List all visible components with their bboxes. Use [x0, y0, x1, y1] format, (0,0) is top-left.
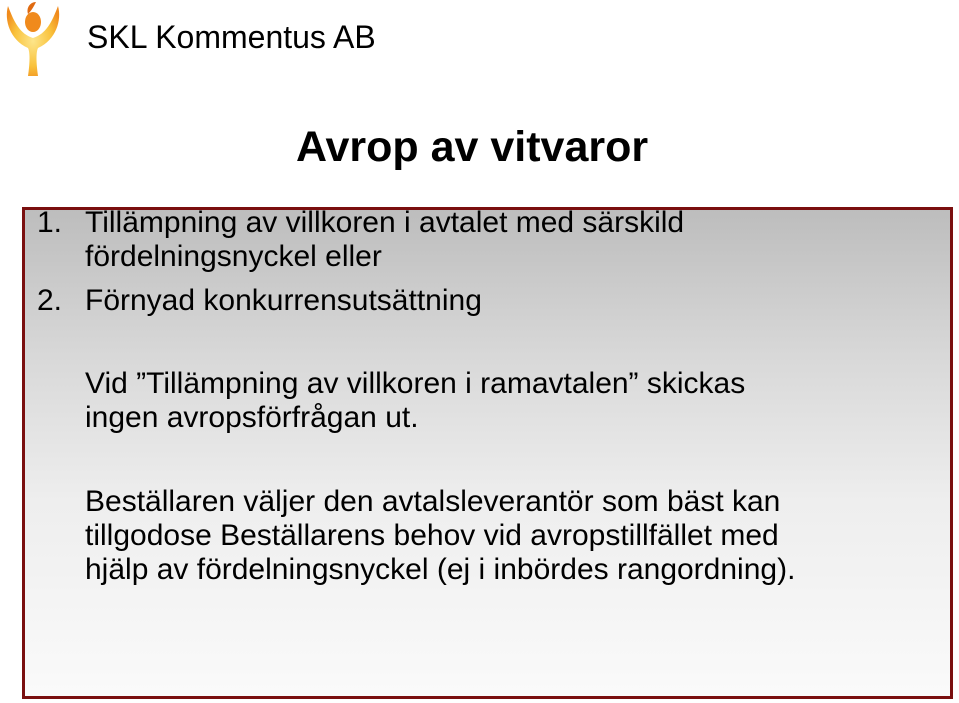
paragraph-2-line-3: hjälp av fördelningsnyckel (ej i inbördes rangordning). [85, 553, 796, 586]
org-name: SKL Kommentus AB [87, 19, 376, 55]
list-item-2 [37, 284, 482, 318]
list-item-text: Förnyad konkurrensutsättning [85, 284, 482, 317]
list-number: 1. [37, 206, 63, 239]
list-item-text: Tillämpning av villkoren i avtalet med särskild [85, 206, 685, 239]
paragraph-1-line-2: ingen avropsförfrågan ut. [85, 401, 419, 434]
figure-logo-icon [0, 0, 66, 78]
slide-title: Avrop av vitvaror [296, 123, 649, 171]
list-item-1 [37, 206, 684, 240]
paragraph-1-line-1: Vid ”Tillämpning av villkoren i ramavtalen” skickas [85, 367, 746, 400]
list-number: 2. [37, 284, 63, 317]
list-item-1-continuation: fördelningsnyckel eller [85, 240, 382, 273]
paragraph-2-line-1: Beställaren väljer den avtalsleverantör som bäst kan [85, 485, 781, 518]
content-box [22, 207, 953, 699]
paragraph-2-line-2: tillgodose Beställarens behov vid avropstillfället med [85, 519, 779, 552]
